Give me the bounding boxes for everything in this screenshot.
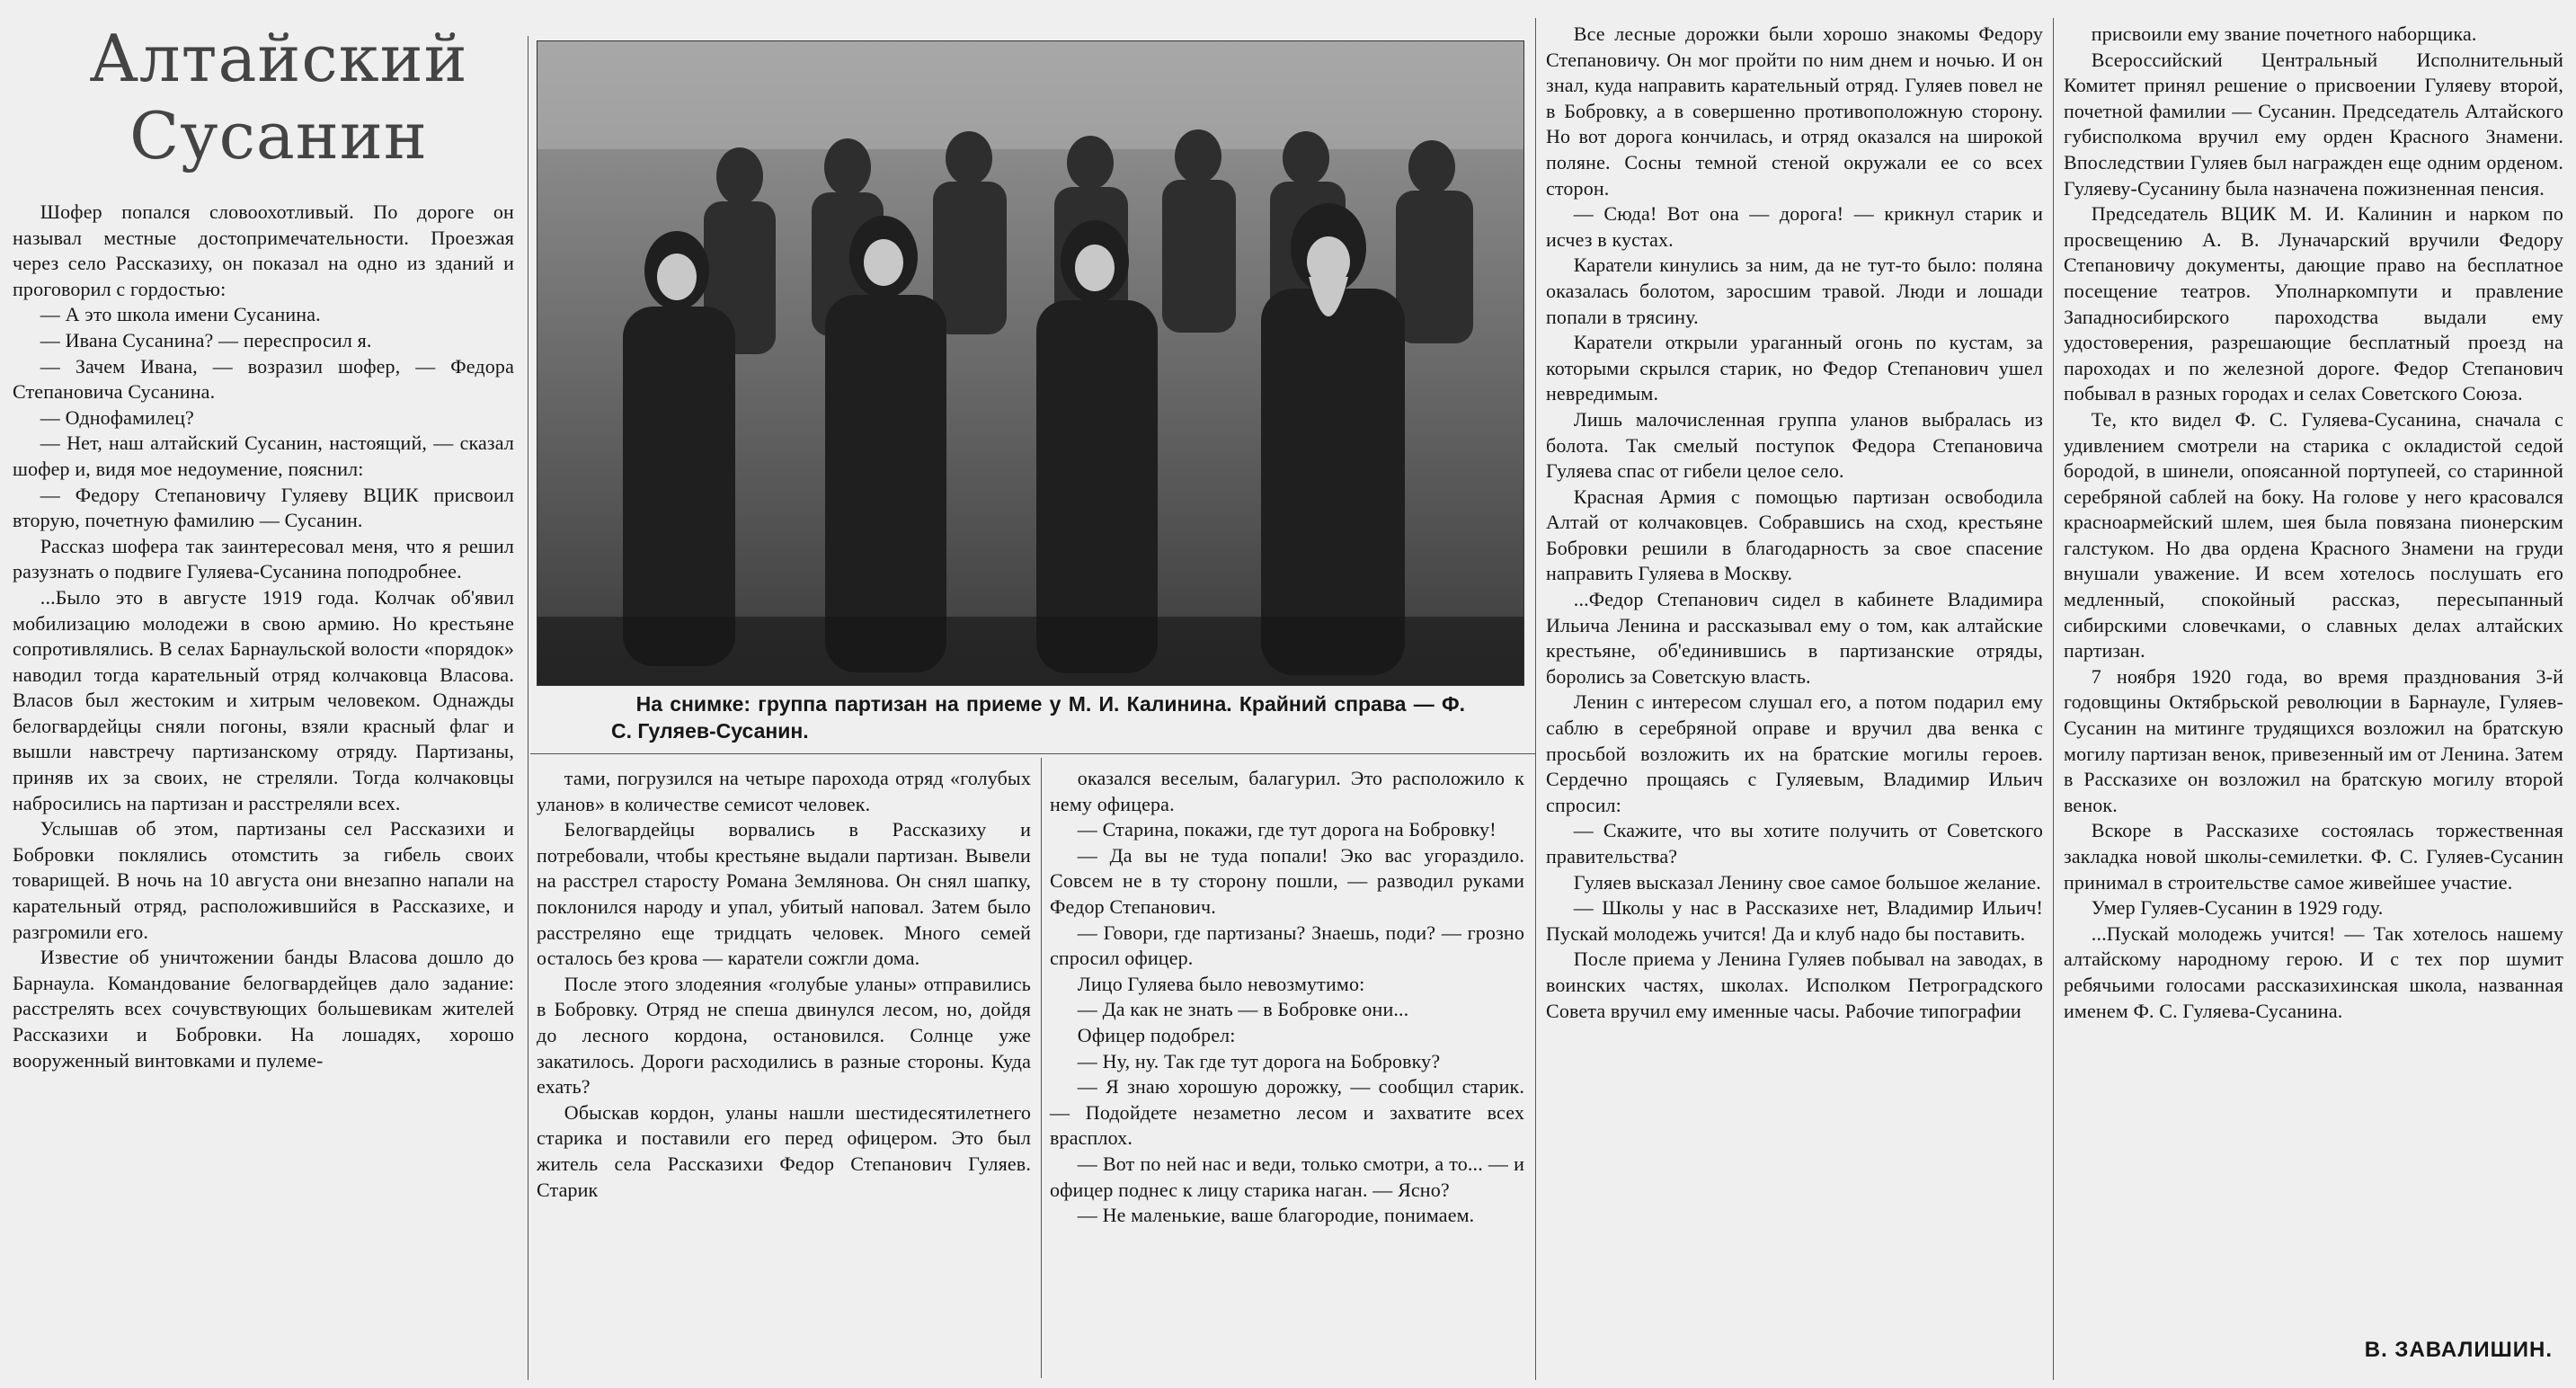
article-paragraph: — А это школа имени Сусанина. xyxy=(40,303,321,326)
article-paragraph: — Зачем Ивана, — возразил шофер, — Федора Степановича Сусанина. xyxy=(13,354,514,404)
text-column-1 xyxy=(13,200,514,1073)
text-column-4 xyxy=(1546,22,2043,1024)
article-paragraph: — Школы у нас в Рассказихе нет, Владимир Ильич! Пускай молодежь учится! Да и клуб надо бы поставить. xyxy=(1546,896,2043,945)
article-paragraph: Председатель ВЦИК М. И. Калинин и нарком по просвещению А. В. Луначарский вручили Федору Степановичу документы, дающие право на бесплатное посещение театров. Уполнаркомпути и правление Западносибирского пароходства выдали ему удостоверения, разрешающие бесплатный проезд на пароходах и по железной дороге. Федор Степанович побывал в разных городах и селах Советского Союза. xyxy=(2064,202,2563,405)
article-paragraph: Ленин с интересом слушал его, а потом подарил ему саблю в серебряной оправе и вручил два венка с просьбой возложить их на братские могилы героев. Сердечно прощаясь с Гуляевым, Владимир Ильич спросил: xyxy=(1546,690,2043,816)
article-paragraph: — Ивана Сусанина? — переспросил я. xyxy=(40,328,372,351)
article-paragraph: — Нет, наш алтайский Сусанин, настоящий, — сказал шофер и, видя мое недоумение, пояснил: xyxy=(13,432,514,480)
article-paragraph: Красная Армия с помощью партизан освободила Алтай от колчаковцев. Собравшись на сход, крестьяне Бобровки решили в благодарность за свое спасение направить Гуляева в Москву. xyxy=(1546,485,2043,585)
article-paragraph: — Да как не знать — в Бобровке они... xyxy=(1077,998,1409,1021)
article-paragraph: Рассказ шофера так заинтересовал меня, что я решил разузнать о подвиге Гуляева-Сусанина поподробнее. xyxy=(13,534,514,583)
article-paragraph: Умер Гуляев-Сусанин в 1929 году. xyxy=(2091,896,2384,920)
article-paragraph: — Ну, ну. Так где тут дорога на Бобровку? xyxy=(1077,1049,1441,1072)
column-divider xyxy=(1041,758,1042,1378)
article-paragraph: 7 ноября 1920 года, во время празднования 3-й годовщины Октябрьской революции в Барнауле, Гуляев-Сусанин на митинге трудящихся возложил на братскую могилу партизан венок, привезенный им от Ленина. Затем в Рассказихе он возложил на братскую могилу второй венок. xyxy=(2064,664,2563,816)
article-paragraph: Лишь малочисленная группа уланов выбралась из болота. Так смелый поступок Федора Степановича Гуляева спас от гибели целое село. xyxy=(1546,407,2043,483)
article-paragraph: присвоили ему звание почетного наборщика. xyxy=(2091,22,2477,45)
section-divider xyxy=(530,753,1535,754)
article-paragraph: — Да вы не туда попали! Эко вас угораздило. Совсем не в ту сторону пошли, — разводил руками Федор Степанович. xyxy=(1050,843,1524,918)
article-paragraph: ...Федор Степанович сидел в кабинете Владимира Ильича Ленина и рассказывал ему о том, как алтайские крестьяне, об'единившись в партизанские отряды, боролись за Советскую власть. xyxy=(1546,588,2043,688)
article-paragraph: Каратели открыли ураганный огонь по кустам, за которыми скрылся старик, но Федор Степанович ушел невредимым. xyxy=(1546,331,2043,405)
column-divider xyxy=(1535,18,1536,1380)
article-paragraph: — Сюда! Вот она — дорога! — крикнул старик и исчез в кустах. xyxy=(1546,202,2043,251)
article-paragraph: — Не маленькие, ваше благородие, понимаем. xyxy=(1077,1204,1475,1227)
archival-group-photo xyxy=(537,40,1524,686)
column-divider xyxy=(528,36,529,1380)
article-paragraph: Гуляев высказал Ленину свое самое большое желание. xyxy=(1573,870,2041,894)
article-paragraph: ...Пускай молодежь учится! — Так хотелось нашему алтайскому народному герою. И с тех пор шумит ребячьими голосами рассказихинская школа, названная именем Ф. С. Гуляева-Сусанина. xyxy=(2064,921,2563,1022)
article-headline xyxy=(45,20,512,174)
article-paragraph: Всероссийский Центральный Исполнительный Комитет принял решение о присвоении Гуляеву второй, почетной фамилии — Сусанин. Председатель Алтайского губисполкома вручил ему орден Красного Знамени. Впоследствии Гуляев был награжден еще одним орденом. Гуляеву-Сусанину была назначена пожизненная пенсия. xyxy=(2064,48,2563,200)
article-paragraph: После этого злодеяния «голубые уланы» отправились в Бобровку. Отряд не спеша двинулся лесом, но, дойдя до лесного кордона, остановился. Солнце уже закатилось. Дороги расходились в разные стороны. Куда ехать? xyxy=(537,972,1031,1099)
article-paragraph: — Я знаю хорошую дорожку, — сообщил старик. — Подойдете незаметно лесом и захватите всех врасплох. xyxy=(1050,1075,1524,1150)
column-divider xyxy=(2053,18,2054,1380)
article-paragraph: Вскоре в Рассказихе состоялась торжественная закладка новой школы-семилетки. Ф. С. Гуляев-Сусанин принимал в строительстве самое живейшее участие. xyxy=(2064,819,2563,894)
article-paragraph: Обыскав кордон, уланы нашли шестидесятилетнего старика и поставили его перед офицером. Это был житель села Рассказихи Федор Степанович Гуляев. Старик xyxy=(537,1100,1031,1201)
photo-caption: На снимке: группа партизан на приеме у М. И. Калинина. Крайний справа — Ф. С. Гуляев-Сусанин. xyxy=(611,692,1465,743)
headline-line-1: Алтайский xyxy=(89,21,468,96)
article-paragraph: Офицер подобрел: xyxy=(1077,1023,1236,1046)
article-paragraph: — Старина, покажи, где тут дорога на Бобровку! xyxy=(1077,818,1497,841)
article-paragraph: ...Было это в августе 1919 года. Колчак об'явил мобилизацию молодежи в свою армию. Но крестьяне сопротивлялись. В селах Барнаульской волости «порядок» наводил тогда карательный отряд колчаковца Власова. Власов был жестоким и хитрым человеком. Однажды белогвардейцы сняли погоны, взяли красный флаг и вышли навстречу партизанскому отряду. Партизаны, приняв их за своих, не стреляли. Тогда колчаковцы набросились на партизан и расстреляли всех. xyxy=(13,585,514,814)
article-paragraph: Лицо Гуляева было невозмутимо: xyxy=(1077,972,1365,995)
article-paragraph: — Говори, где партизаны? Знаешь, поди? — грозно спросил офицер. xyxy=(1050,921,1524,970)
article-paragraph: Шофер попался словоохотливый. По дороге он называл местные достопримечательности. Проезжая через село Рассказиху, он показал на одно из зданий и проговорил с гордостью: xyxy=(13,200,514,300)
article-paragraph: — Вот по ней нас и веди, только смотри, а то... — и офицер поднес к лицу старика наган. — Ясно? xyxy=(1050,1152,1524,1201)
article-paragraph: — Однофамилец? xyxy=(40,405,194,429)
text-column-5 xyxy=(2064,22,2563,1024)
article-paragraph: Услышав об этом, партизаны сел Рассказихи и Бобровки поклялись отомстить за гибель своих товарищей. В ночь на 10 августа они внезапно напали на карательный отряд, расположившийся в Рассказихе, и разгромили его. xyxy=(13,817,514,943)
article-paragraph: Все лесные дорожки были хорошо знакомы Федору Степановичу. Он мог пройти по ним днем и ночью. И он знал, куда направить карательный отряд. Гуляев повел не в Бобровку, а в совершенно противоположную сторону. Но вот дорога кончилась, и отряд оказался на широкой поляне. Сосны темной стеной окружали ее со всех сторон. xyxy=(1546,22,2043,200)
headline-line-2: Сусанин xyxy=(129,98,428,174)
article-paragraph: Те, кто видел Ф. С. Гуляева-Сусанина, сначала с удивлением смотрели на старика с окладистой седой бородой, в шинели, опоясанной портупеей, со старинной серебряной саблей на боку. На голове у него красовался красноармейский шлем, шея была повязана пионерским галстуком. Но два ордена Красного Знамени на груди внушали уважение. И всем хотелось послушать его медленный, спокойный рассказ, пересыпанный сибирскими словечками, о славных делах алтайских партизан. xyxy=(2064,407,2563,663)
article-paragraph: После приема у Ленина Гуляев побывал на заводах, в воинских частях, школах. Исполком Петроградского Совета вручил ему именные часы. Рабочие типографии xyxy=(1546,948,2043,1022)
article-paragraph: Известие об уничтожении банды Власова дошло до Барнаула. Командование белогвардейцев дало задание: расстрелять всех сочувствующих большевикам жителей Рассказихи и Бобровки. На лошадях, хорошо вооруженный винтовками и пулеме- xyxy=(13,946,514,1072)
article-paragraph: Белогвардейцы ворвались в Рассказиху и потребовали, чтобы крестьяне выдали партизан. Вывели на расстрел старосту Романа Землянова. Он снял шапку, поклонился народу и упал, убитый наповал. Затем было расстреляно еще тридцать человек. Много семей осталось без крова — каратели сожгли дома. xyxy=(537,818,1031,970)
text-column-2 xyxy=(537,766,1031,1203)
text-column-3 xyxy=(1050,766,1524,1229)
photo-illustration xyxy=(537,41,1523,685)
article-paragraph: — Скажите, что вы хотите получить от Советского правительства? xyxy=(1546,819,2043,868)
article-paragraph: тами, погрузился на четыре парохода отряд «голубых уланов» в количестве семисот человек. xyxy=(537,767,1031,815)
author-signature: В. ЗАВАЛИШИН. xyxy=(2364,1338,2553,1362)
article-paragraph: — Федору Степановичу Гуляеву ВЦИК присвоил вторую, почетную фамилию — Сусанин. xyxy=(13,483,514,532)
article-paragraph: Каратели кинулись за ним, да не тут-то было: поляна оказалась болотом, заросшим травой. Люди и лошади попали в трясину. xyxy=(1546,254,2043,328)
article-paragraph: оказался веселым, балагурил. Это расположило к нему офицера. xyxy=(1050,767,1524,815)
